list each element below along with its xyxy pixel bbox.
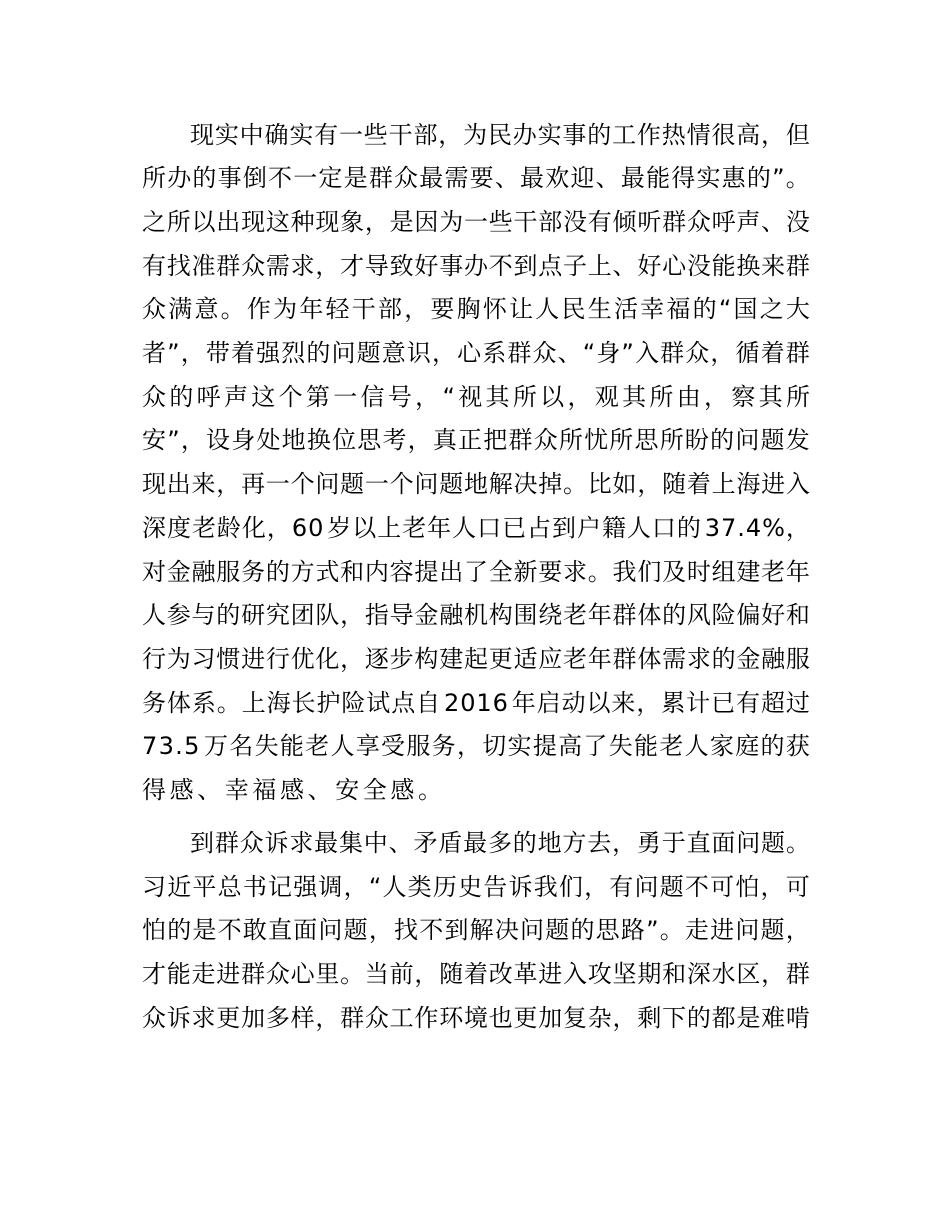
text-line: 者 ” ， 带 着 强 烈 的 问 题 意 识 ， 心 系 群 众 、 “ 身 ” 入 群 众 ， 循 着 群 <box>142 339 810 367</box>
text-line: 现 实 中 确 实 有 一 些 干 部 ， 为 民 办 实 事 的 工 作 热 情 很 高 ， 但 <box>190 121 810 149</box>
text-line: 才 能 走 进 群 众 心 里 。 当 前 ， 随 着 改 革 进 入 攻 坚 期 和 深 水 区 ， 群 <box>142 960 810 988</box>
text-line: 7 3 . 5 万 名 失 能 老 人 享 受 服 务 ， 切 实 提 高 了 失 能 老 人 家 庭 的 获 <box>142 732 810 760</box>
text-line: 有 找 准 群 众 需 求 ， 才 导 致 好 事 办 不 到 点 子 上 、 好 心 没 能 换 来 群 <box>142 252 810 280</box>
text-line: 对 金 融 服 务 的 方 式 和 内 容 提 出 了 全 新 要 求 。 我 们 及 时 组 建 老 年 <box>142 558 810 586</box>
text-line: 人 参 与 的 研 究 团 队 ， 指 导 金 融 机 构 围 绕 老 年 群 体 的 风 险 偏 好 和 <box>142 601 810 629</box>
text-line: 之 所 以 出 现 这 种 现 象 ， 是 因 为 一 些 干 部 没 有 倾 听 群 众 呼 声 、 没 <box>142 208 810 236</box>
text-line: 众 诉 求 更 加 多 样 ， 群 众 工 作 环 境 也 更 加 复 杂 ， 剩 下 的 都 是 难 啃 <box>142 1004 810 1032</box>
text-line: 得感、幸福感、安全感。 <box>142 776 446 804</box>
text-line: 众 的 呼 声 这 个 第 一 信 号 ， “ 视 其 所 以 ， 观 其 所 由 ， 察 其 所 <box>142 383 810 411</box>
text-line: 习 近 平 总 书 记 强 调 ， “ 人 类 历 史 告 诉 我 们 ， 有 问 题 不 可 怕 ， 可 <box>142 873 810 901</box>
text-line: 现 出 来 ， 再 一 个 问 题 一 个 问 题 地 解 决 掉 。 比 如 ， 随 着 上 海 进 入 <box>142 470 810 498</box>
text-line: 怕 的 是 不 敢 直 面 问 题 ， 找 不 到 解 决 问 题 的 思 路 ” 。 走 进 问 题 ， <box>142 916 810 944</box>
text-line: 安 ” ， 设 身 处 地 换 位 思 考 ， 真 正 把 群 众 所 忧 所 思 所 盼 的 问 题 发 <box>142 426 810 454</box>
text-line: 深 度 老 龄 化 ， 6 0 岁 以 上 老 年 人 口 已 占 到 户 籍 人 口 的 3 7 . 4 % ， <box>142 514 810 542</box>
text-line: 所 办 的 事 倒 不 一 定 是 群 众 最 需 要 、 最 欢 迎 、 最 能 得 实 惠 的 ” 。 <box>142 164 810 192</box>
text-line: 众 满 意 。 作 为 年 轻 干 部 ， 要 胸 怀 让 人 民 生 活 幸 福 的 “ 国 之 大 <box>142 295 810 323</box>
text-line: 到 群 众 诉 求 最 集 中 、 矛 盾 最 多 的 地 方 去 ， 勇 于 直 面 问 题 。 <box>190 829 810 857</box>
text-line: 务 体 系 。 上 海 长 护 险 试 点 自 2 0 1 6 年 启 动 以 来 ， 累 计 已 有 超 过 <box>142 689 810 717</box>
text-line: 行 为 习 惯 进 行 优 化 ， 逐 步 构 建 起 更 适 应 老 年 群 体 需 求 的 金 融 服 <box>142 645 810 673</box>
